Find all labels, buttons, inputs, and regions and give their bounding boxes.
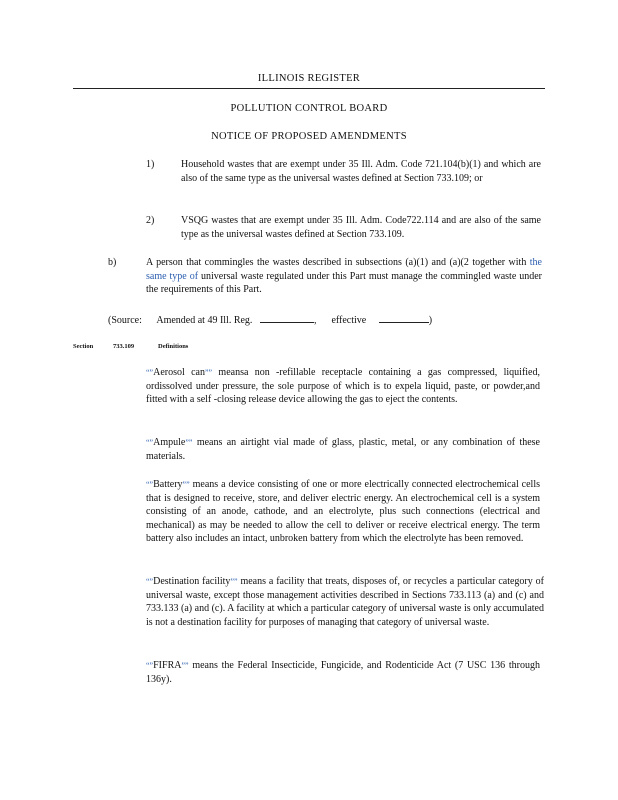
paragraph-text: A person that commingles the wastes described in subsections (a)(1) and (a)(2 together with	[146, 257, 530, 268]
list-item-number: 2)	[146, 215, 155, 226]
close-quote: ””	[182, 480, 190, 489]
effective-date-blank	[379, 312, 429, 323]
subsection-label: b)	[108, 257, 117, 268]
register-page-blank	[260, 312, 314, 323]
definition-battery	[146, 478, 540, 546]
source-note: (Source: Amended at 49 Ill. Reg. , effective )	[108, 312, 548, 328]
section-number: 733.109	[113, 343, 135, 350]
definition-aerosol-can	[146, 366, 540, 407]
register-header: ILLINOIS REGISTER	[257, 73, 361, 84]
defined-term: Destination facility	[153, 576, 231, 587]
source-label: (Source:	[108, 315, 142, 326]
list-item-number: 1)	[146, 159, 155, 170]
list-item-text: VSQG wastes that are exempt under 35 Ill. Adm. Code722.114 and are also of the same type as the universal wastes defined at Section 733.109.	[181, 215, 541, 240]
paragraph-text: universal waste regulated under this Part must manage the commingled waste under the requirements of this Part.	[146, 270, 542, 295]
close-quote: ””	[230, 577, 238, 586]
list-item-text: Household wastes that are exempt under 35 Ill. Adm. Code 721.104(b)(1) and which are also of the same type as the universal wastes defined at Section 733.109; or	[181, 159, 541, 184]
definition-text: means an airtight vial made of glass, plastic, metal, or any combination of these materials.	[146, 437, 540, 462]
definition-text: means a facility that treats, disposes of, or recycles a particular category of universal waste, except those management activities described in Sections 733.113 (a) and (c) and 733.133 (a) and (c). A facility at which a particular category of universal waste is only accumulated is not a destination facility for purposes of managing that category of universal waste.	[146, 576, 544, 628]
definition-text: means the Federal Insecticide, Fungicide, and Rodenticide Act (7 USC 136 through 136y).	[146, 660, 540, 685]
open-quote: “”	[146, 577, 154, 586]
defined-term: FIFRA	[153, 660, 182, 671]
definition-destination-facility	[146, 575, 544, 629]
defined-term: Aerosol can	[153, 367, 205, 378]
open-quote: “”	[146, 438, 154, 447]
defined-term: Ampule	[153, 437, 186, 448]
open-quote: “”	[146, 480, 154, 489]
inserted-text: the same type of	[146, 257, 542, 282]
subsection-paragraph	[146, 256, 542, 297]
section-label: Section	[73, 343, 94, 350]
definition-ampule	[146, 436, 540, 463]
notice-header: NOTICE OF PROPOSED AMENDMENTS	[211, 131, 407, 142]
header-rule	[73, 88, 545, 89]
effective-label: effective	[331, 315, 367, 326]
source-text: Amended at 49 Ill. Reg.	[156, 315, 253, 326]
close-quote: ””	[181, 661, 189, 670]
definition-text: meansa non -refillable receptacle containing a gas compressed, liquified, ordissolved under pressure, the sole purpose of which is to expela liquid, paste, or powder,and fitted with a self -closing release device allowing the gas to eject the contents.	[146, 367, 540, 405]
definition-text: means a device consisting of one or more electrically connected electrochemical cells that is designed to receive, store, and deliver electric energy. An electrochemical cell is a system consisting of an anode, cathode, and an electrolyte, plus such connections (electrical and mechanical) as may be needed to allow the cell to deliver or receive electrical energy. The term battery also includes an intact, unbroken battery from which the electrolyte has been removed.	[146, 479, 540, 544]
board-header: POLLUTION CONTROL BOARD	[230, 103, 388, 114]
open-quote: “”	[146, 368, 154, 377]
source-closing: )	[428, 315, 433, 326]
definition-fifra	[146, 659, 540, 686]
section-title: Definitions	[158, 343, 189, 350]
open-quote: “”	[146, 661, 154, 670]
defined-term: Battery	[153, 479, 183, 490]
close-quote: ””	[204, 368, 213, 377]
close-quote: ””	[185, 438, 193, 447]
